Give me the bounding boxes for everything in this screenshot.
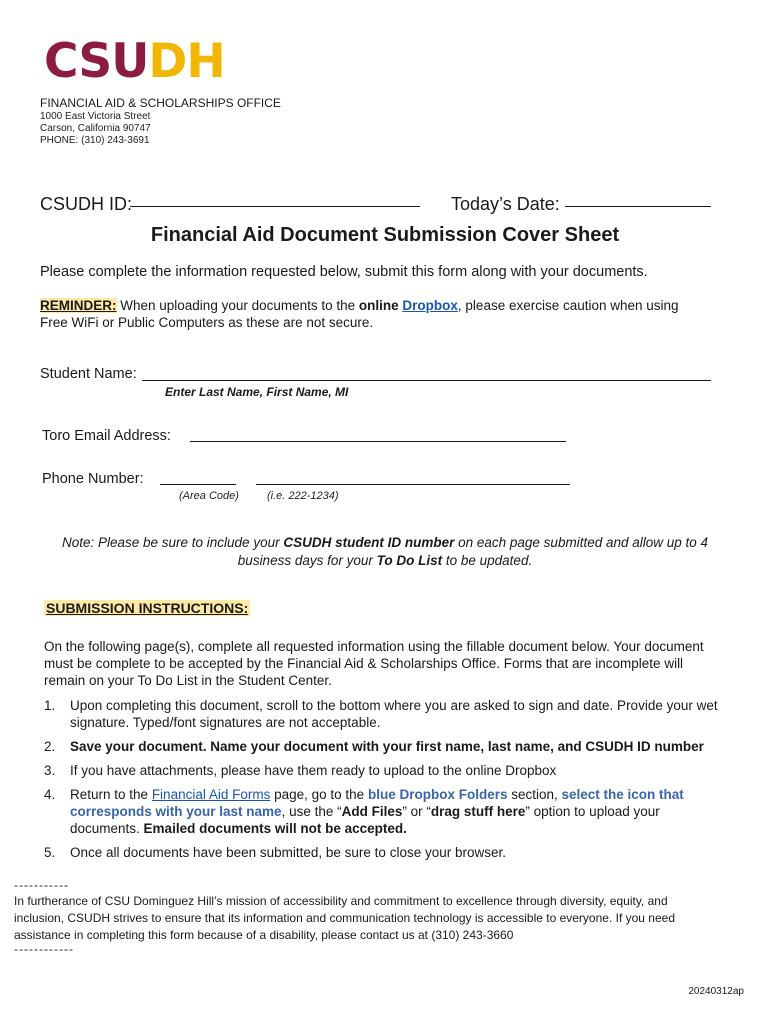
item4-blue-1: blue Dropbox Folders xyxy=(367,787,508,802)
instructions-intro: On the following page(s), complete all requested information using the fillable document below. Your document must be complete to be accepted by the Financial Aid & Scholarships Office. Forms that are incomplete will remain on your To Do List in the Student Center. xyxy=(44,639,704,688)
financial-aid-forms-link[interactable]: Financial Aid Forms xyxy=(151,787,271,802)
item-text: Upon completing this document, scroll to the bottom where you are asked to sign and date. Provide your wet signature. Typed/font signatures are not acceptable. xyxy=(70,698,718,730)
item4-text-f: ” option to upload your documents. xyxy=(70,804,660,836)
email-field[interactable] xyxy=(190,441,566,442)
instruction-item-3 xyxy=(44,762,724,779)
item4-text-a: Return to the xyxy=(70,787,152,802)
divider-top: ----------- xyxy=(14,878,69,892)
reminder-online: online xyxy=(358,298,399,313)
item-text: Once all documents have been submitted, be sure to close your browser. xyxy=(70,845,506,860)
divider-bottom: ------------ xyxy=(14,942,74,956)
item-text: If you have attachments, please have them ready to upload to the online Dropbox xyxy=(70,763,557,778)
note-bold-1: CSUDH student ID number xyxy=(283,535,455,550)
phone-label: Phone Number: xyxy=(42,471,144,487)
reminder-text: When uploading your documents to the xyxy=(116,298,359,313)
csudh-id-field[interactable] xyxy=(130,206,420,207)
item-number: 4. xyxy=(44,787,56,802)
note-text-4: to be updated. xyxy=(442,553,533,568)
instruction-item-5 xyxy=(44,844,724,861)
reminder xyxy=(40,297,720,331)
address-line-1: 1000 East Victoria Street xyxy=(40,111,151,122)
student-name-hint: Enter Last Name, First Name, MI xyxy=(165,385,349,399)
item4-text-e: ” or “ xyxy=(402,804,431,819)
intro-text: Please complete the information requested below, submit this form along with your documents. xyxy=(40,264,648,280)
item4-bold-3: Emailed documents will not be accepted. xyxy=(143,821,407,836)
item-number: 3. xyxy=(44,763,56,778)
instruction-item-2 xyxy=(44,738,724,755)
item4-bold-1: Add Files xyxy=(341,804,403,819)
csudh-logo: CSUDH xyxy=(44,34,225,89)
page-title: Financial Aid Document Submission Cover Sheet xyxy=(150,224,620,246)
date-field[interactable] xyxy=(565,206,711,207)
reminder-text-2: , please exercise caution when using xyxy=(457,298,679,313)
item-number: 5. xyxy=(44,845,56,860)
note-text-1: Note: Please be sure to include your xyxy=(61,535,284,550)
address-line-2: Carson, California 90747 xyxy=(40,123,151,134)
item4-bold-2: drag stuff here xyxy=(430,804,526,819)
item4-text-c: section, xyxy=(507,787,562,802)
csudh-id-label: CSUDH ID: xyxy=(40,194,133,214)
item4-text-d: , use the “ xyxy=(281,804,342,819)
item4-text-b: page, go to the xyxy=(270,787,368,802)
note-text-2: on each page submitted and allow up to 4 xyxy=(454,535,709,550)
office-name: FINANCIAL AID & SCHOLARSHIPS OFFICE xyxy=(40,96,281,110)
item-number: 1. xyxy=(44,698,56,713)
dropbox-link[interactable]: Dropbox xyxy=(402,298,458,313)
phone-number-field[interactable] xyxy=(256,484,570,485)
office-phone: PHONE: (310) 243-3691 xyxy=(40,135,150,146)
note-bold-2: To Do List xyxy=(376,553,443,568)
item-text xyxy=(70,786,730,837)
reminder-line-2: Free WiFi or Public Computers as these are not secure. xyxy=(40,315,374,330)
reminder-label: REMINDER: xyxy=(40,298,117,313)
form-code: 20240312ap xyxy=(688,986,744,997)
item4-blue-2: select the icon that corresponds with your last name xyxy=(70,787,684,819)
date-label: Today’s Date: xyxy=(451,194,560,214)
note-text-3: business days for your xyxy=(237,553,377,568)
email-label: Toro Email Address: xyxy=(42,428,171,444)
area-code-hint: (Area Code) xyxy=(179,490,239,502)
item-text: Save your document. Name your document with your first name, last name, and CSUDH ID number xyxy=(70,739,704,754)
student-name-field[interactable] xyxy=(142,380,711,381)
instruction-item-1 xyxy=(44,697,724,731)
student-name-label: Student Name: xyxy=(40,366,137,382)
accessibility-statement: In furtherance of CSU Dominguez Hill’s mission of accessibility and commitment to excellence through diversity, equity, and inclusion, CSUDH strives to ensure that its information and communication technology is accessible to everyone. If you need assistance in completing this form because of a disability, please contact us at (310) 243-3660 xyxy=(14,894,675,942)
instructions-heading: SUBMISSION INSTRUCTIONS: xyxy=(46,600,249,616)
item-number: 2. xyxy=(44,739,56,754)
note xyxy=(30,534,740,570)
instruction-item-4 xyxy=(44,786,724,837)
number-hint: (i.e. 222-1234) xyxy=(267,490,339,502)
area-code-field[interactable] xyxy=(160,484,236,485)
